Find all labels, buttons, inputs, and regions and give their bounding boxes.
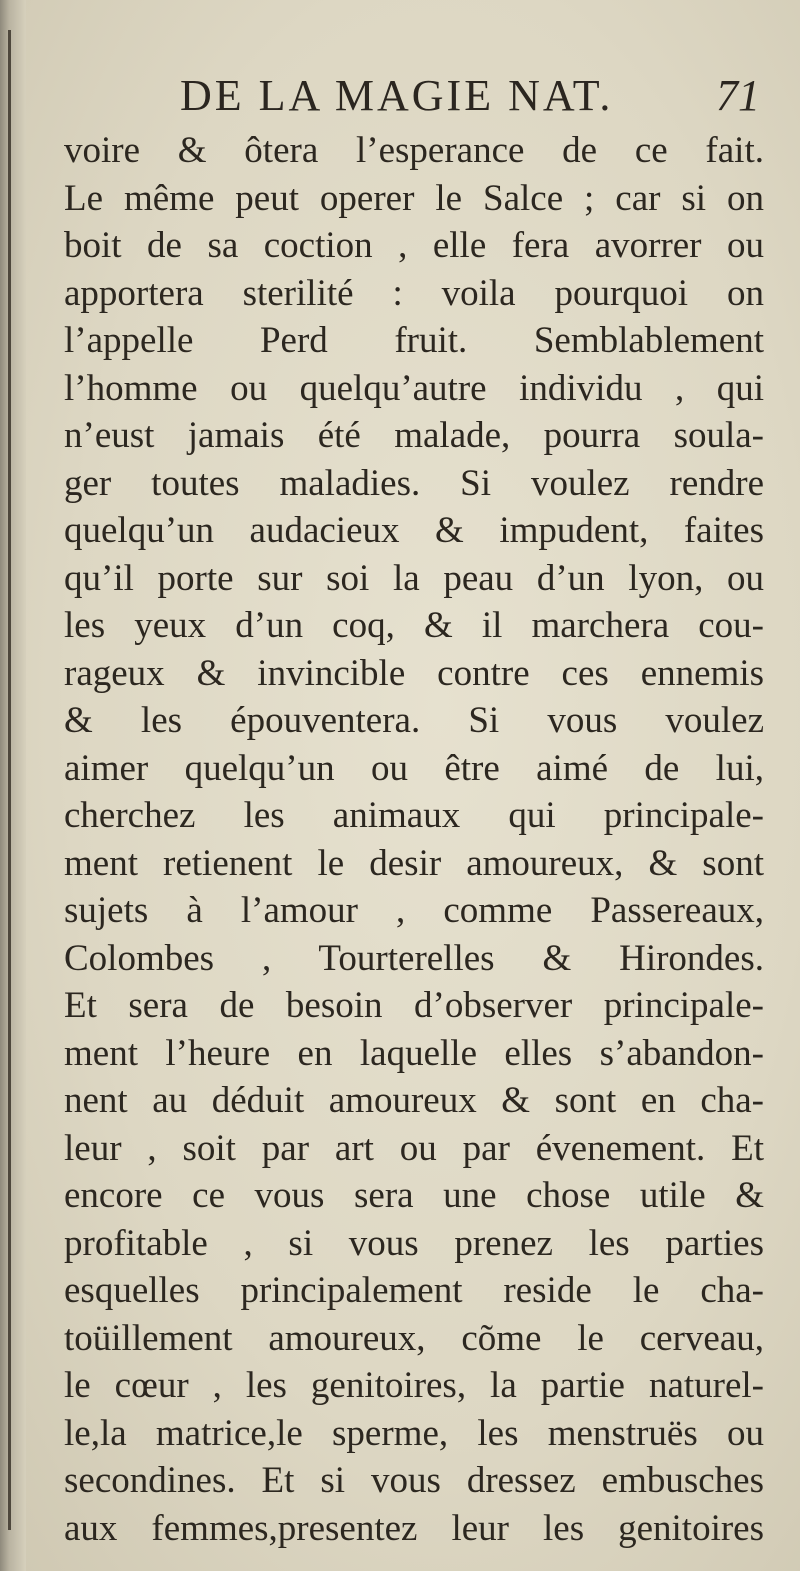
text-line: leur , soit par art ou par évenement. Et <box>64 1127 764 1169</box>
text-line: toüillement amoureux, cõme le cerveau, <box>64 1317 764 1359</box>
text-line: l’homme ou quelqu’autre individu , qui <box>64 367 764 409</box>
text-line: sujets à l’amour , comme Passereaux, <box>64 890 764 931</box>
page-header <box>180 70 760 120</box>
text-line: ger toutes maladies. Si voulez rendre <box>64 462 764 504</box>
page-number: 71 <box>716 71 760 120</box>
text-line: le cœur , les genitoires, la partie naturel- <box>64 1365 764 1406</box>
text-line: rageux & invincible contre ces ennemis <box>64 652 764 694</box>
body-text <box>64 127 764 1552</box>
text-line: ment l’heure en laquelle elles s’abandon- <box>64 1032 764 1074</box>
text-line: qu’il porte sur soi la peau d’un lyon, ou <box>64 557 764 599</box>
text-line: voire & ôtera l’esperance de ce fait. <box>64 130 764 171</box>
text-line: les yeux d’un coq, & il marchera cou- <box>64 605 764 646</box>
text-line: quelqu’un audacieux & impudent, faites <box>64 510 764 551</box>
text-line: ment retienent le desir amoureux, & sont <box>64 842 764 884</box>
text-line: aux femmes,presentez leur les genitoires <box>64 1507 764 1549</box>
text-line: secondines. Et si vous dressez embusches <box>64 1460 764 1501</box>
text-line: & les épouventera. Si vous voulez <box>64 700 764 741</box>
binding-gutter <box>0 0 26 1571</box>
text-line: apportera sterilité : voila pourquoi on <box>64 272 764 314</box>
text-line: Et sera de besoin d’observer principale- <box>64 985 764 1026</box>
text-line: esquelles principalement reside le cha- <box>64 1270 764 1311</box>
text-line: profitable , si vous prenez les parties <box>64 1222 764 1264</box>
running-head: DE LA MAGIE NAT. <box>180 71 614 120</box>
text-line: n’eust jamais été malade, pourra soula- <box>64 415 764 456</box>
text-line: le,la matrice,le sperme, les menstruës ou <box>64 1412 764 1454</box>
text-line: l’appelle Perd fruit. Semblablement <box>64 320 764 361</box>
text-line: nent au déduit amoureux & sont en cha- <box>64 1080 764 1121</box>
text-line: encore ce vous sera une chose utile & <box>64 1175 764 1216</box>
binding-edge-line <box>8 30 11 1530</box>
text-line: Le même peut operer le Salce ; car si on <box>64 177 764 219</box>
text-line: cherchez les animaux qui principale- <box>64 795 764 836</box>
text-line: Colombes , Tourterelles & Hirondes. <box>64 937 764 979</box>
text-line: aimer quelqu’un ou être aimé de lui, <box>64 747 764 789</box>
text-line: boit de sa coction , elle fera avorrer ou <box>64 225 764 266</box>
